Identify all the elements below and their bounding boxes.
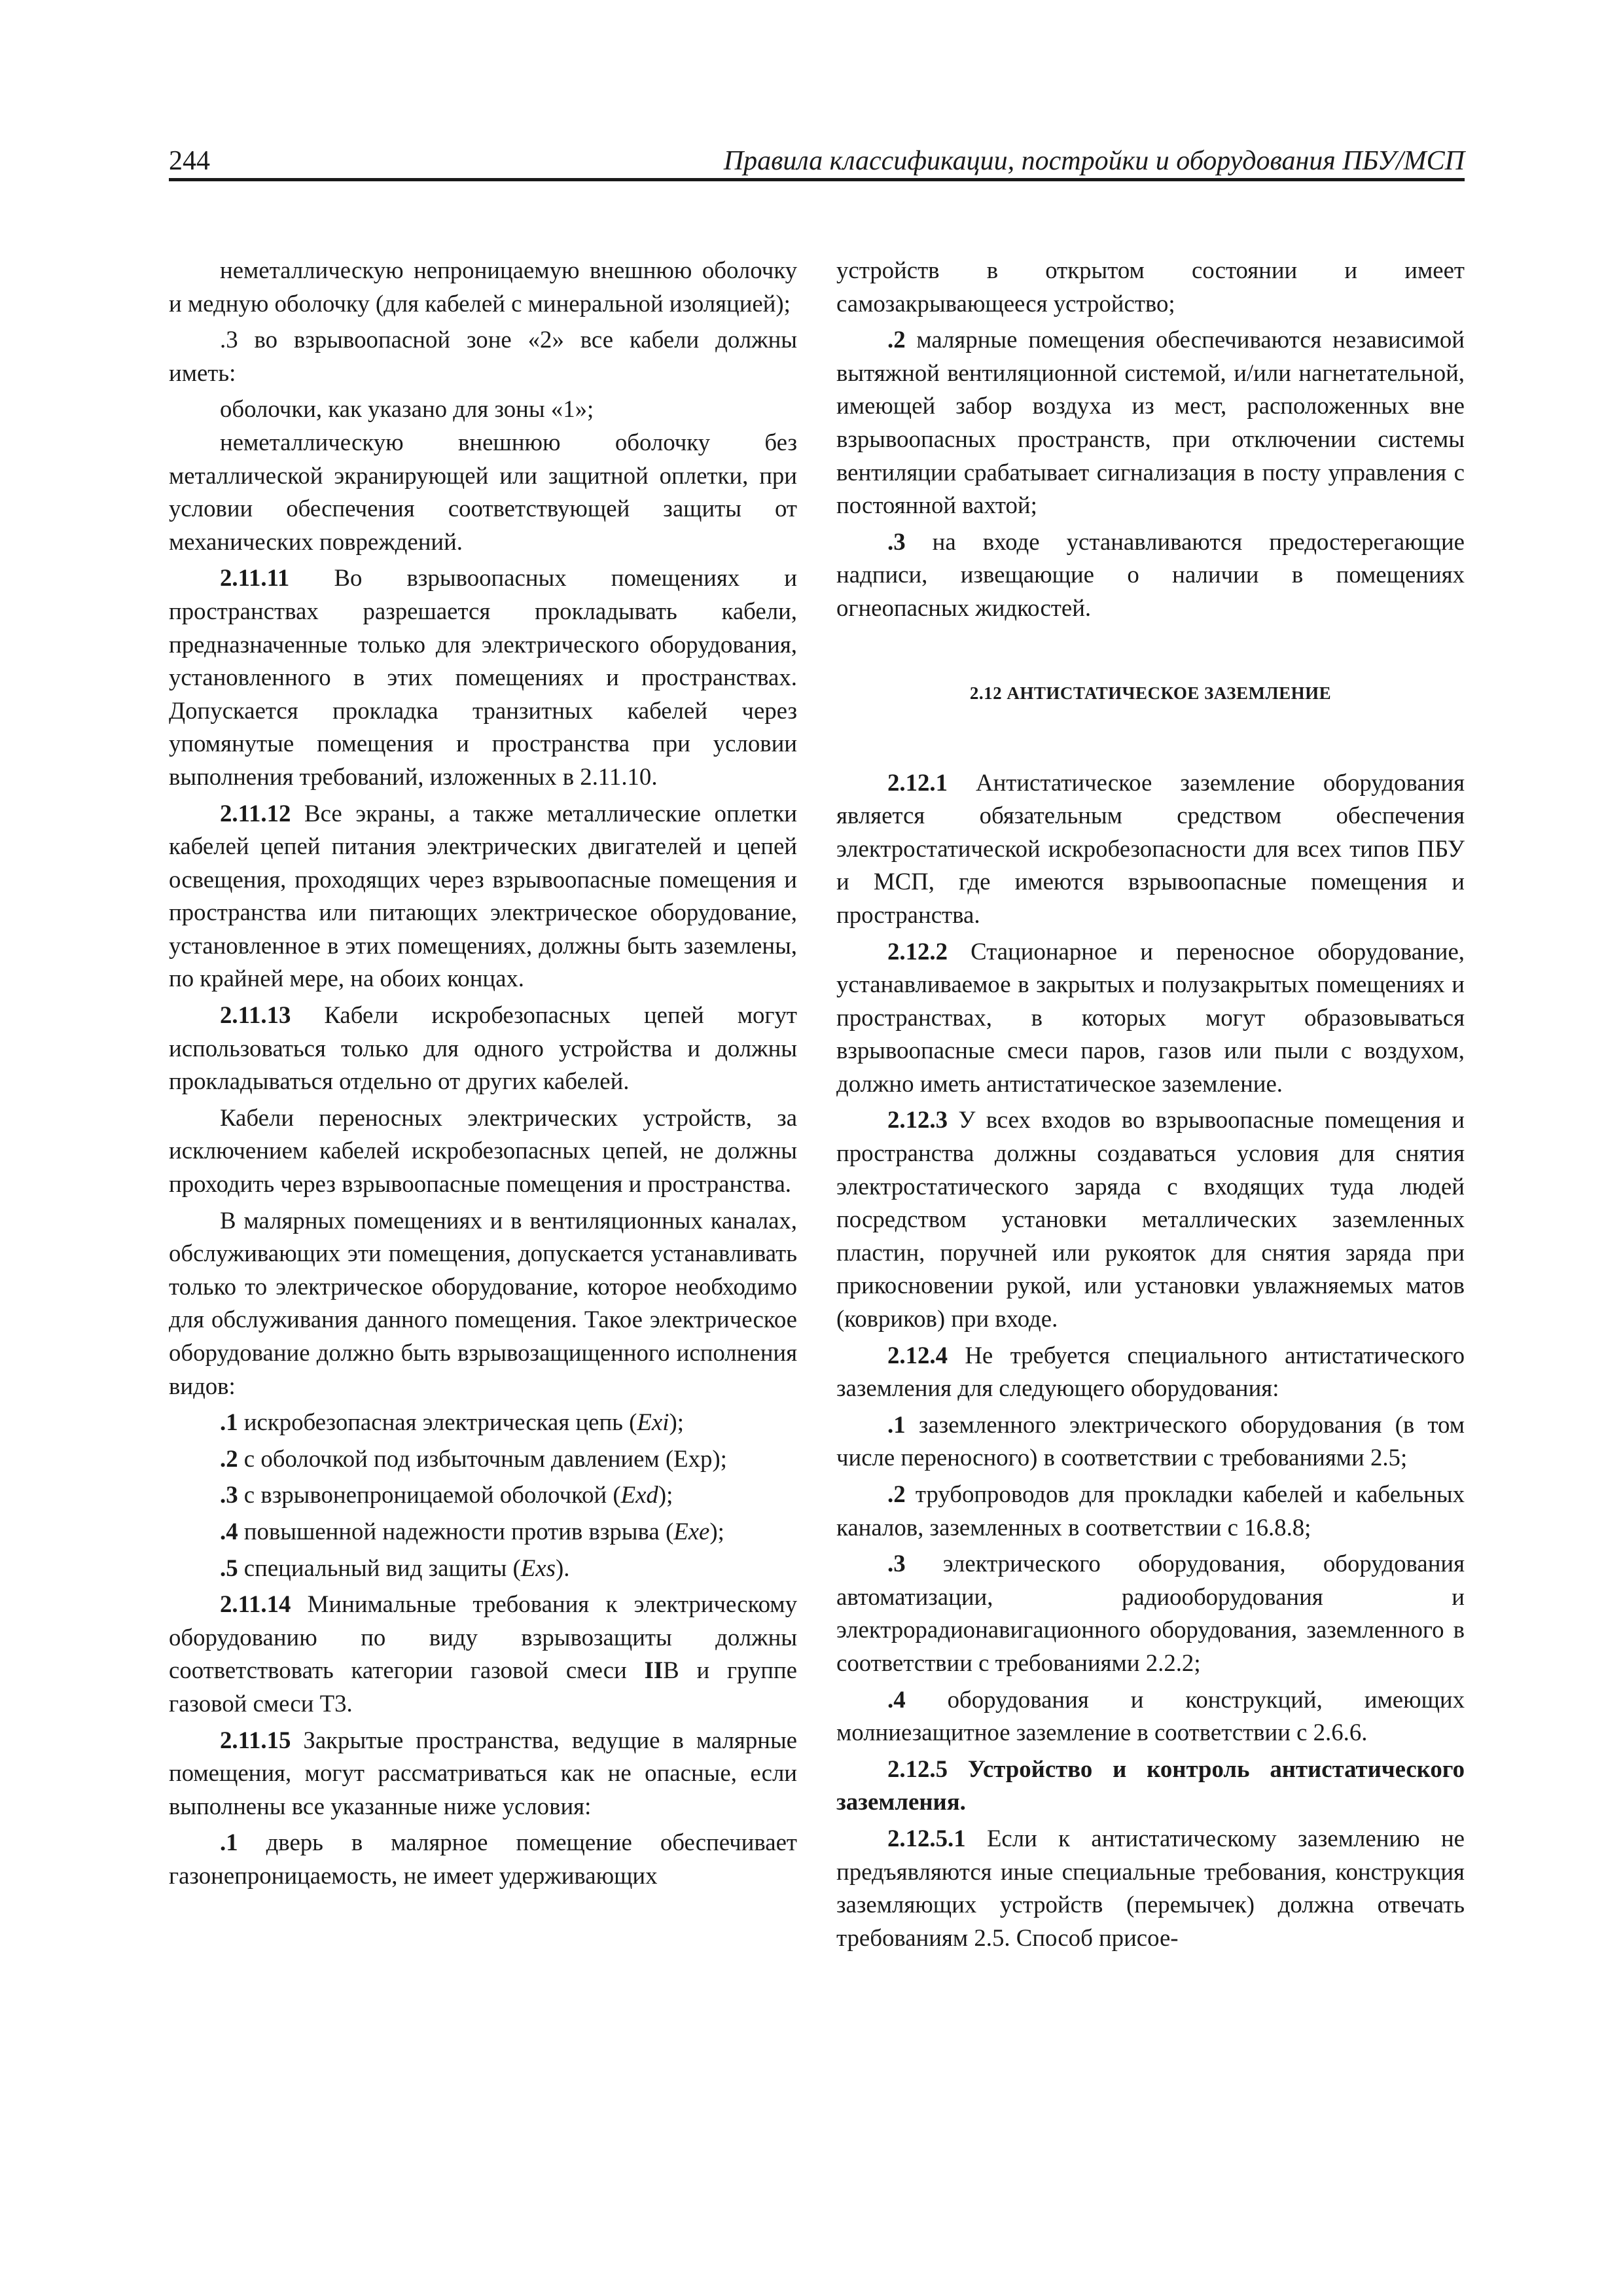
clause-2-12-2: 2.12.2 Стационарное и переносное оборудование, устанавливаемое в закрытых и полузакрытых помещениях и пространствах, в которых могут образовываться взрывоопасные смеси паров, газов или пыли с воздухом, должно иметь антистатическое заземление. [836,937,1465,1097]
left-column [169,254,797,1896]
paragraph: В малярных помещениях и в вентиляционных каналах, обслуживающих эти помещения, допускается устанавливать только то электрическое оборудование, которое необходимо для обслуживания данного помещения. Такое электрическое оборудование должно быть взрывозащищенного исполнения видов: [169,1206,797,1399]
clause-2-11-11: 2.11.11 Во взрывоопасных помещениях и пространствах разрешается прокладывать кабели, предназначенные только для электрического оборудования, установленного в этих помещениях и пространствах. Допускается прокладка транзитных кабелей через упомянутые помещения и пространства при условии выполнения требований, изложенных в 2.11.10. [169,564,797,790]
list-item: .3 на входе устанавливаются предостерегающие надписи, извещающие о наличии в помещениях огнеопасных жидкостей. [836,528,1465,621]
paragraph: устройств в открытом состоянии и имеет самозакрывающееся устройство; [836,257,1465,317]
paragraph: неметаллическую внешнюю оболочку без металлической экранирующей или защитной оплетки, при условии обеспечения соответствующей защиты от механических повреждений. [169,428,797,555]
clause-2-11-12: 2.11.12 Все экраны, а также металлические оплетки кабелей цепей питания электрических двигателей и цепей освещения, проходящих через взрывоопасные помещения и пространства или питающих электрическое оборудование, установленное в этих помещениях, должны быть заземлены, по крайней мере, на обоих концах. [169,799,797,992]
list-item: .1 искробезопасная электрическая цепь (Exi); [220,1408,684,1436]
right-column [836,254,1465,1958]
list-item: .3 электрического оборудования, оборудования автоматизации, радиооборудования и электрорадионавигационного оборудования, заземленного в соответствии с требованиями 2.2.2; [836,1550,1465,1676]
paragraph: неметаллическую непроницаемую внешнюю оболочку и медную оболочку (для кабелей с минеральной изоляцией); [169,257,797,317]
clause-2-12-1: 2.12.1 Антистатическое заземление оборудования является обязательным средством обеспечения электростатической искробезопасности для всех типов ПБУ и МСП, где имеются взрывоопасные помещения и пространства. [836,768,1465,928]
list-item: .1 заземленного электрического оборудования (в том числе переносного) в соответствии с требованиями 2.5; [836,1410,1465,1471]
list-item: .4 оборудования и конструкций, имеющих молниезащитное заземление в соответствии с 2.6.6. [836,1685,1465,1746]
clause-2-12-3: 2.12.3 У всех входов во взрывоопасные помещения и пространства должны создаваться условия для снятия электростатического заряда с входящих туда людей посредством установки металлических заземленных пластин, поручней или рукояток для снятия заряда при прикосновении рукой, или установки увлажняемых матов (ковриков) при входе. [836,1106,1465,1333]
paragraph: оболочки, как указано для зоны «1»; [220,395,594,423]
running-title: Правила классификации, постройки и оборудования ПБУ/МСП [723,146,1465,176]
clause-number: 2.11.11 [220,564,290,592]
page-number: 244 [169,146,210,176]
clause-number: 2.12.2 [887,937,948,965]
clause-number: 2.11.13 [220,1001,291,1029]
list-item: .2 трубопроводов для прокладки кабелей и кабельных каналов, заземленных в соответствии с 16.8.8; [836,1480,1465,1541]
paragraph: .3 во взрывоопасной зоне «2» все кабели должны иметь: [169,326,797,386]
clause-2-12-5-1: 2.12.5.1 Если к антистатическому заземлению не предъявляются иные специальные требования, конструкция заземляющих устройств (перемычек) должна отвечать требованиям 2.5. Способ присое- [836,1824,1465,1951]
clause-number: 2.12.3 [887,1106,948,1134]
clause-number: 2.12.5.1 [887,1824,966,1852]
clause-number: 2.11.14 [220,1590,291,1618]
clause-2-12-4: 2.12.4 Не требуется специального антистатического заземления для следующего оборудования: [836,1341,1465,1402]
list-item: .1 дверь в малярное помещение обеспечивает газонепроницаемость, не имеет удерживающих [169,1829,797,1889]
clause-number: 2.11.12 [220,799,291,827]
clause-2-11-14: 2.11.14 Минимальные требования к электрическому оборудованию по виду взрывозащиты должны соответствовать категории газовой смеси IIВ и группе газовой смеси Т3. [169,1590,797,1717]
list-item: .4 повышенной надежности против взрыва (Exe); [220,1517,724,1545]
clause-2-11-15: 2.11.15 Закрытые пространства, ведущие в малярные помещения, могут рассматриваться как не опасные, если выполнены все указанные ниже условия: [169,1726,797,1820]
clause-2-11-13: 2.11.13 Кабели искробезопасных цепей могут использоваться только для одного устройства и должны прокладываться отдельно от других кабелей. [169,1001,797,1095]
clause-number: 2.12.4 [887,1341,948,1369]
list-item: .5 специальный вид защиты (Exs). [220,1554,570,1581]
list-item: .3 с взрывонепроницаемой оболочкой (Exd); [220,1481,673,1509]
list-item: .2 малярные помещения обеспечиваются независимой вытяжной вентиляционной системой, и/или нагнетательной, имеющей забор воздуха из мест, расположенных вне взрывоопасных пространств, при отключении системы вентиляции срабатывает сигнализация в посту управления с постоянной вахтой; [836,326,1465,519]
subsection-heading: 2.12.5 Устройство и контроль антистатического заземления. [836,1755,1465,1816]
header-rule [169,178,1465,181]
clause-number: 2.11.15 [220,1726,291,1753]
section-heading: 2.12 АНТИСТАТИЧЕСКОЕ ЗАЗЕМЛЕНИЕ [969,683,1332,703]
clause-number: 2.12.1 [887,768,948,796]
list-item: .2 с оболочкой под избыточным давлением (Exp); [220,1444,727,1472]
paragraph: Кабели переносных электрических устройств, за исключением кабелей искробезопасных цепей, не должны проходить через взрывоопасные помещения и пространства. [169,1103,797,1198]
page-header [169,144,1465,178]
